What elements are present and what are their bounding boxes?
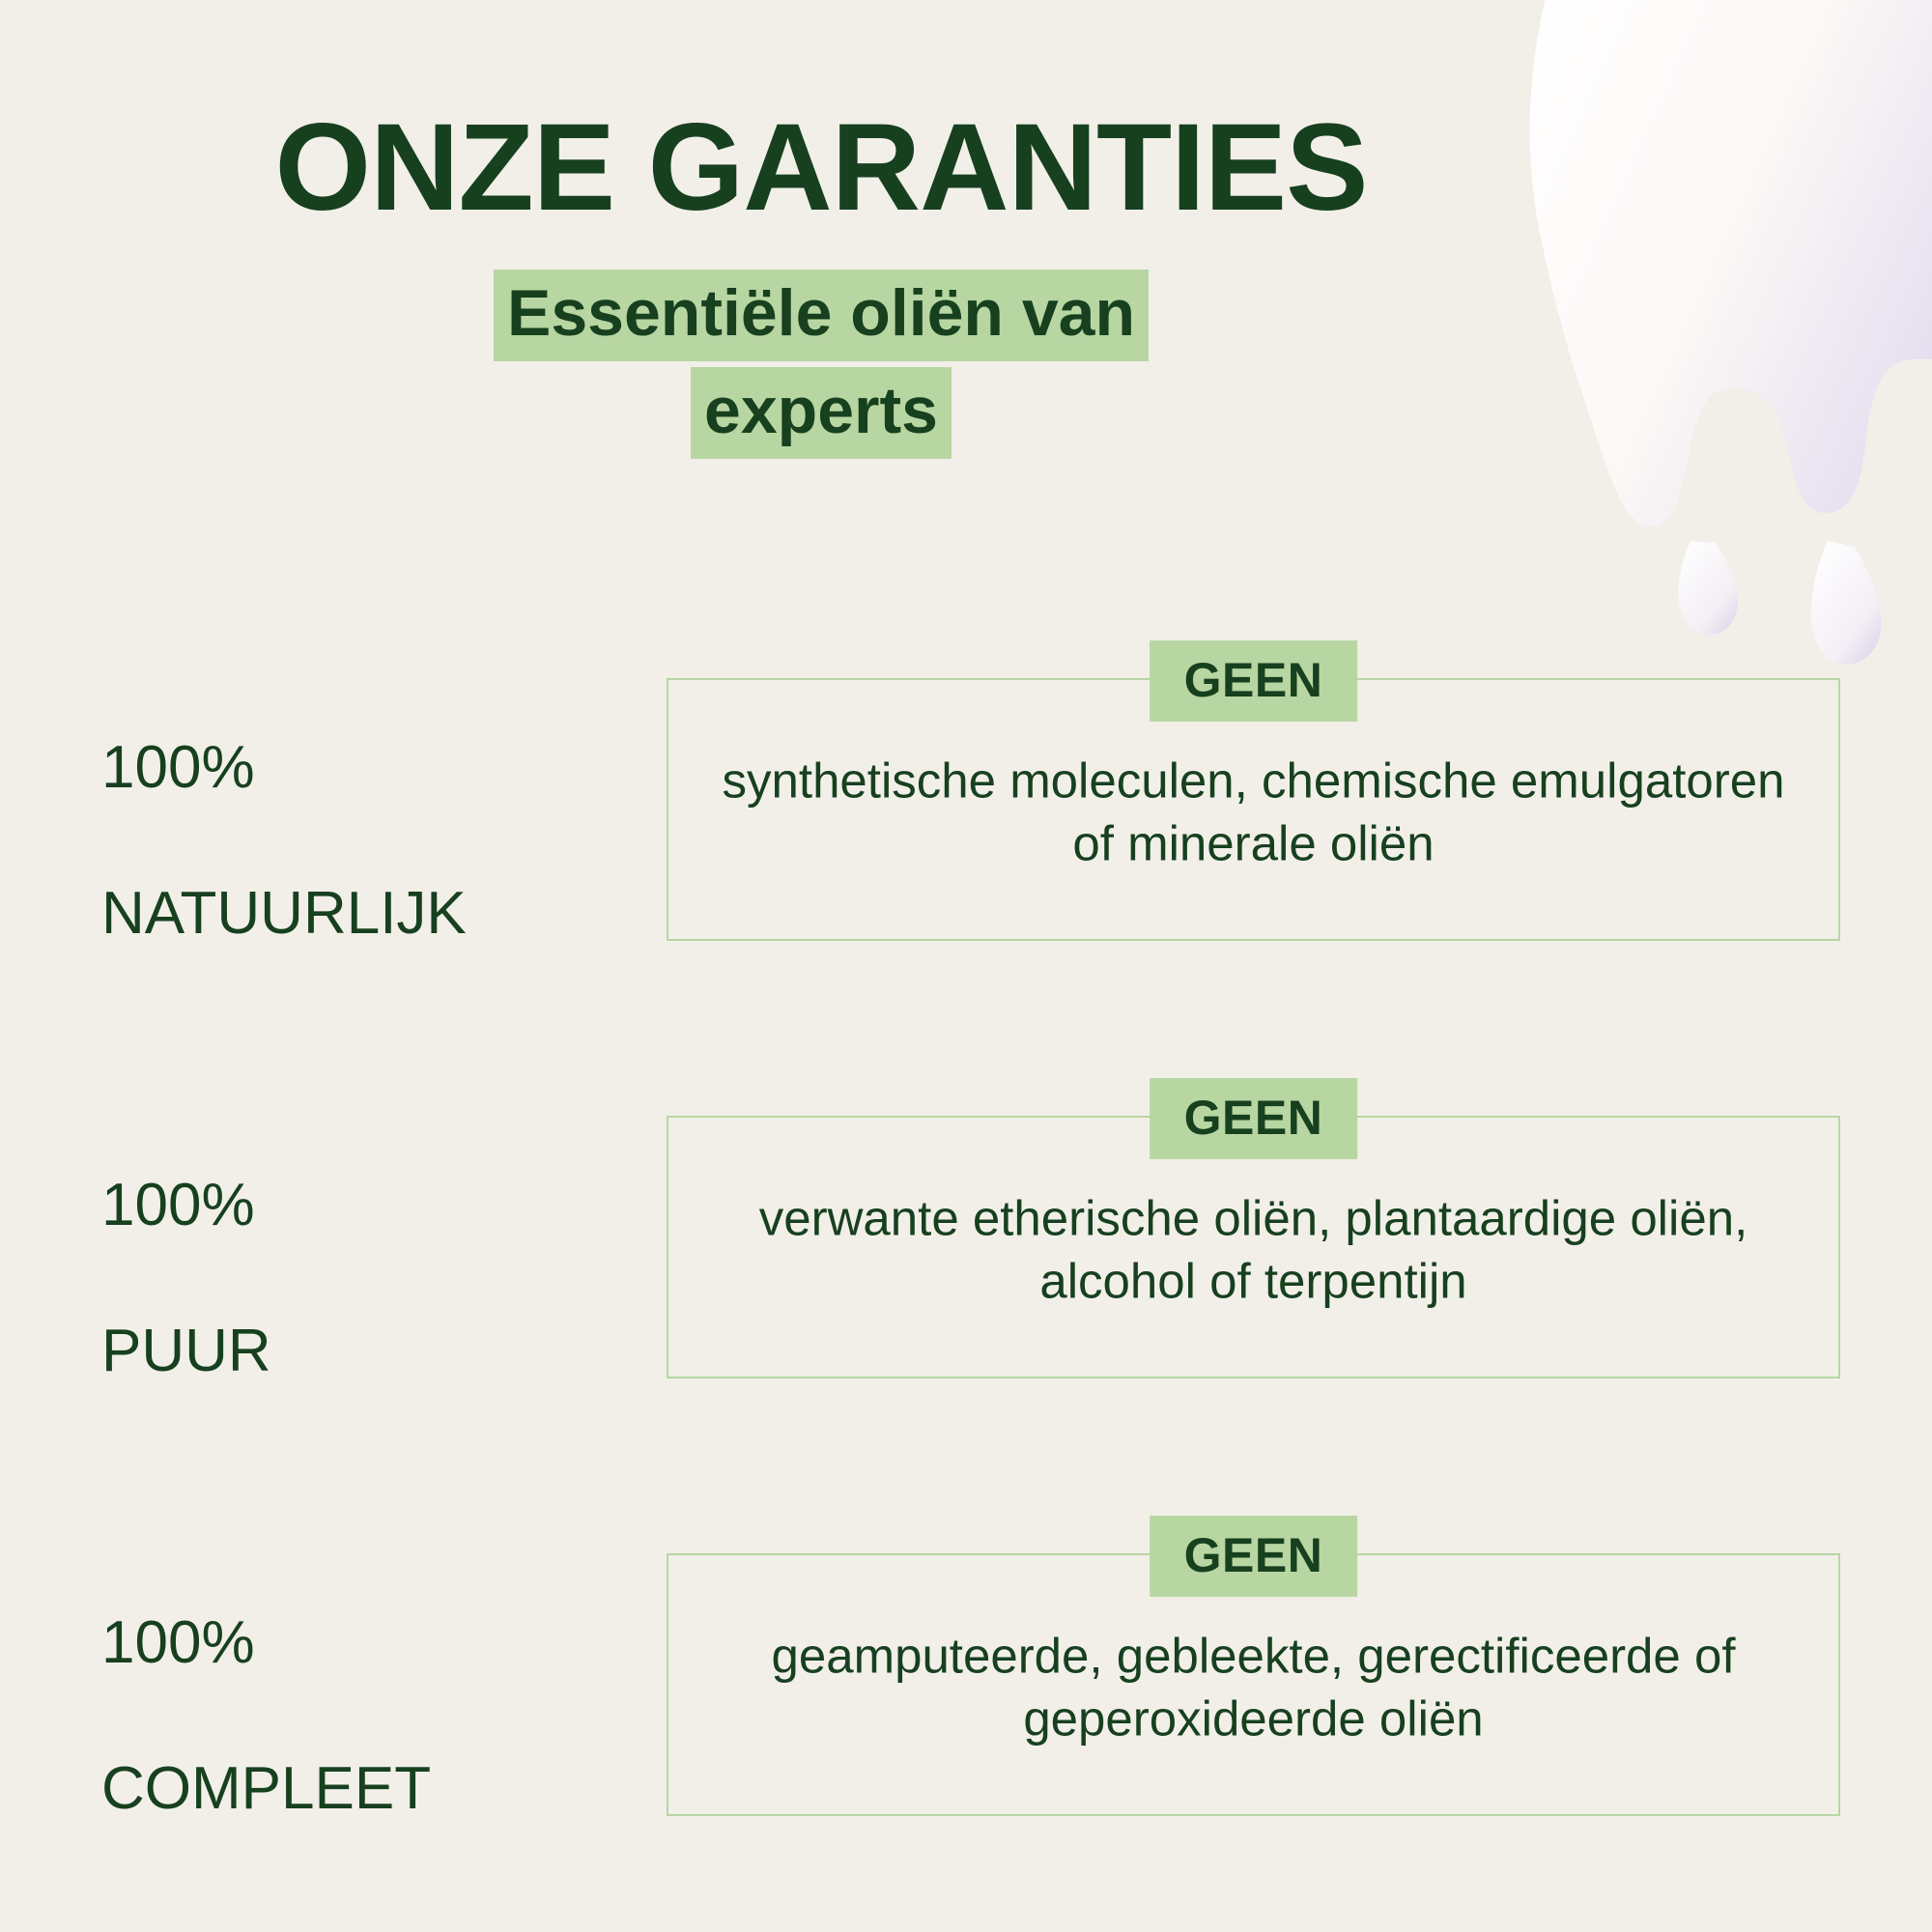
guarantee-description: synthetische moleculen, chemische emulgatoren of minerale oliën [722, 753, 1785, 871]
subtitle-line-1: Essentiële oliën van [494, 270, 1149, 361]
guarantee-name: PUUR [101, 1317, 271, 1384]
guarantee-row [0, 1075, 1932, 1481]
guarantee-card [667, 1528, 1840, 1816]
status-badge: GEEN [1150, 1078, 1358, 1159]
guarantee-percent: 100% [101, 1608, 255, 1676]
guarantee-row [0, 638, 1932, 1043]
guarantees-list [0, 638, 1932, 1932]
subtitle-block [0, 267, 1642, 462]
poster-header [0, 99, 1642, 462]
subtitle-line-2: experts [691, 367, 952, 459]
guarantee-percent: 100% [101, 733, 255, 801]
guarantee-row [0, 1513, 1932, 1918]
guarantee-name: COMPLEET [101, 1754, 432, 1822]
guarantee-name: NATUURLIJK [101, 879, 467, 947]
guarantee-label-puur [101, 1095, 271, 1461]
status-badge: GEEN [1150, 1516, 1358, 1597]
status-badge: GEEN [1150, 640, 1358, 722]
page-title: ONZE GARANTIES [274, 99, 1368, 237]
guarantee-card [667, 1091, 1840, 1378]
guarantee-card [667, 653, 1840, 941]
guarantee-percent: 100% [101, 1171, 255, 1238]
guarantee-label-natuurlijk [101, 658, 467, 1023]
guarantee-description: geamputeerde, gebleekte, gerectificeerde of geperoxideerde oliën [771, 1628, 1736, 1747]
guarantee-label-compleet [101, 1533, 431, 1898]
guarantee-description: verwante etherische oliën, plantaardige oliën, alcohol of terpentijn [758, 1190, 1748, 1309]
